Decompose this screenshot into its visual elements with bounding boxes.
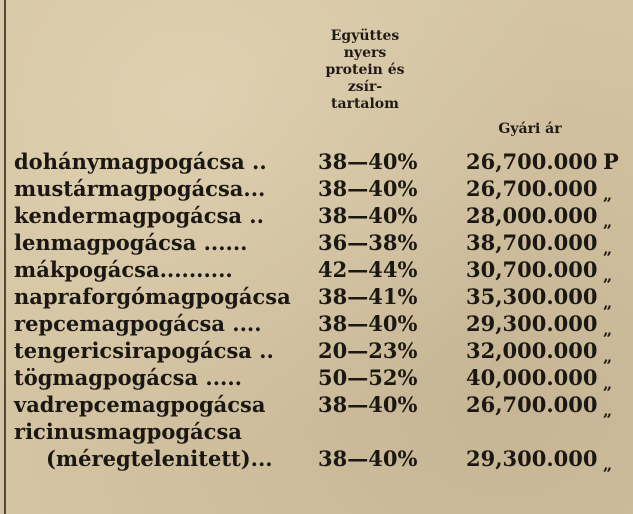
product-name: mákpogácsa.......... [14,257,233,282]
factory-price: 26,700.000 [466,149,598,174]
product-name: tengericsirapogácsa .. [14,338,274,363]
factory-price: 29,300.000 [466,311,598,336]
table-row [14,337,633,364]
table-row [14,175,633,202]
table-row [14,418,633,445]
currency-unit: P [603,149,619,174]
factory-price: 26,700.000 [466,176,598,201]
table-row [14,256,633,283]
factory-price: 26,700.000 [466,392,598,417]
protein-fat-content: 42—44% [318,257,418,282]
factory-price: 40,000.000 [466,365,598,390]
product-name: tögmagpogácsa ..... [14,365,242,390]
protein-header-line: tartalom [331,96,399,112]
protein-header-line: protein és [325,62,405,78]
product-name: napraforgómagpogácsa [14,284,291,309]
protein-header-line: zsír- [347,79,383,95]
column-rule [4,0,6,514]
ditto-mark: „ [603,455,613,474]
factory-price: 29,300.000 [466,446,598,471]
product-name: mustármagpogácsa... [14,176,266,201]
product-name: kendermagpogácsa .. [14,203,264,228]
ditto-mark: „ [603,266,613,285]
protein-fat-content: 36—38% [318,230,418,255]
table-row [14,391,633,418]
protein-fat-content: 38—40% [318,203,418,228]
ditto-mark: „ [603,374,613,393]
table-row [14,364,633,391]
ditto-mark: „ [603,347,613,366]
table-row [14,229,633,256]
protein-fat-content: 38—40% [318,392,418,417]
table-row [14,445,633,472]
product-name: ricinusmagpogácsa [14,419,242,444]
ditto-mark: „ [603,293,613,312]
ditto-mark: „ [603,401,613,420]
factory-price: 30,700.000 [466,257,598,282]
table-row [14,148,633,175]
protein-fat-content: 38—40% [318,311,418,336]
ditto-mark: „ [603,212,613,231]
protein-fat-content: 50—52% [318,365,418,390]
protein-fat-content: 20—23% [318,338,418,363]
factory-price: 28,000.000 [466,203,598,228]
table-row [14,202,633,229]
protein-column-header [300,28,430,113]
table-row [14,283,633,310]
product-name: dohánymagpogácsa .. [14,149,267,174]
protein-header-line: nyers [343,45,387,61]
product-name: vadrepcemagpogácsa [14,392,266,417]
table-row [14,310,633,337]
ditto-mark: „ [603,185,613,204]
protein-fat-content: 38—41% [318,284,418,309]
protein-fat-content: 38—40% [318,446,418,471]
factory-price: 35,300.000 [466,284,598,309]
protein-fat-content: 38—40% [318,149,418,174]
product-name: lenmagpogácsa ...... [14,230,248,255]
ditto-mark: „ [603,239,613,258]
price-column-header: Gyári ár [498,121,562,137]
price-table [14,148,633,472]
protein-fat-content: 38—40% [318,176,418,201]
factory-price: 38,700.000 [466,230,598,255]
protein-header-line: Együttes [330,28,400,44]
factory-price: 32,000.000 [466,338,598,363]
product-name-continuation: (méregtelenitett)... [46,446,273,471]
product-name: repcemagpogácsa .... [14,311,262,336]
ditto-mark: „ [603,320,613,339]
